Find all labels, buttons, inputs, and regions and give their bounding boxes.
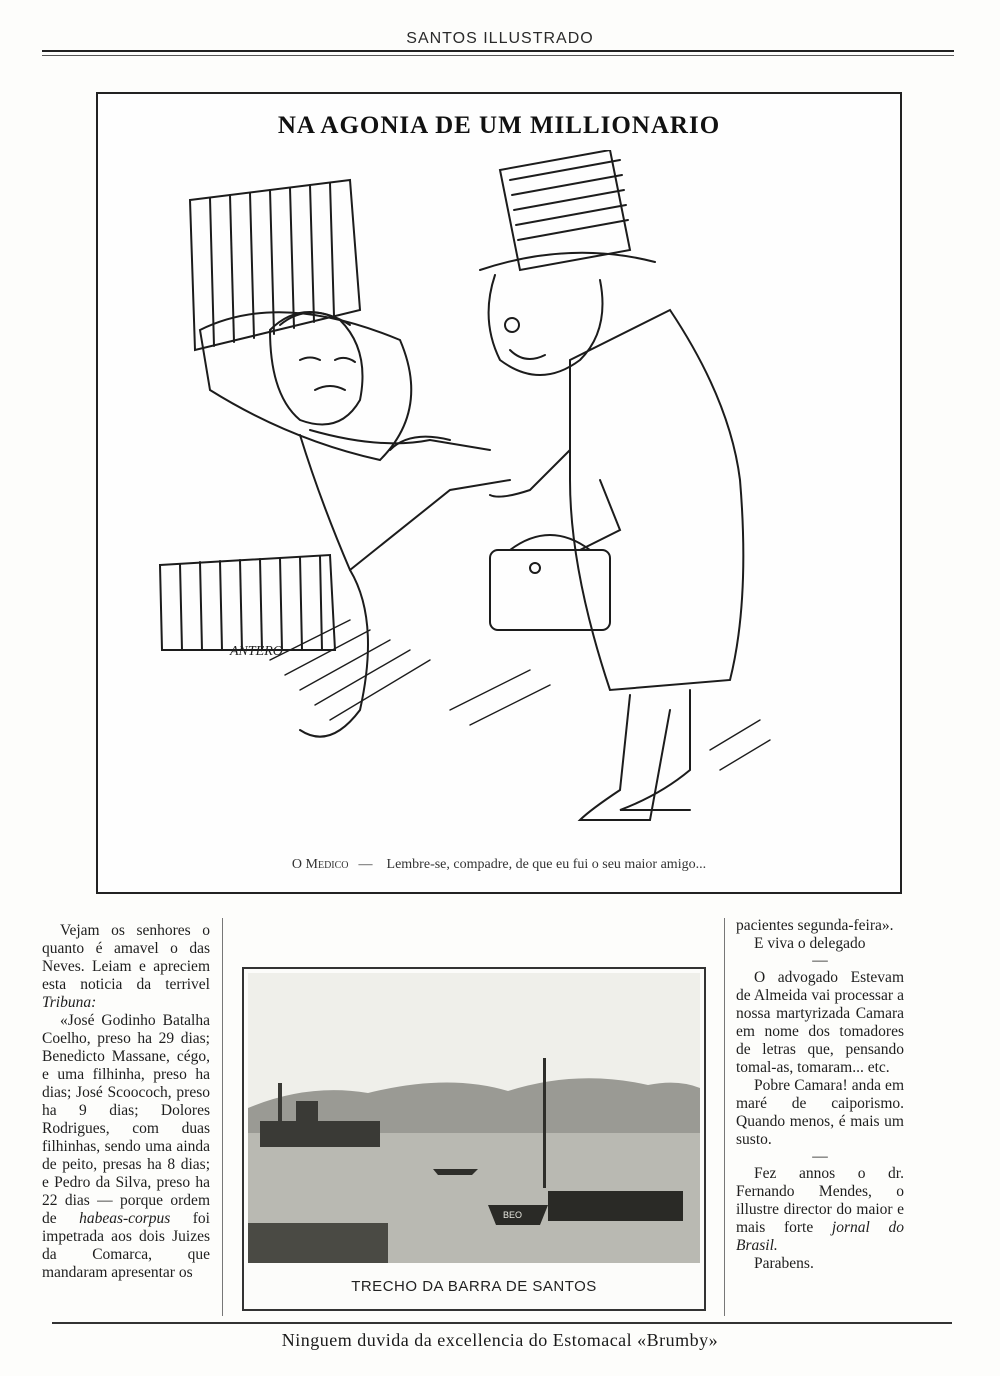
column-divider-right	[724, 918, 725, 1316]
right-paragraph-1: pacientes segunda-feira».	[736, 917, 894, 934]
right-p5-emphasis: jornal do Brasil.	[736, 1219, 904, 1254]
doctor-bag	[490, 550, 610, 630]
pillow	[200, 312, 411, 460]
caption-separator: —	[358, 857, 373, 872]
left-p1-text: Vejam os senhores o quanto é amavel o das Neves. Leiam e apreciem esta noticia da terrivel	[42, 922, 210, 993]
masthead-rule-thin	[42, 55, 954, 56]
right-dash-2: —	[812, 1148, 828, 1165]
bed-footboard	[160, 555, 335, 650]
artist-signature: ANTERO	[230, 644, 283, 659]
left-p1-emphasis: Tribuna:	[42, 994, 97, 1011]
boat-label: BEO	[503, 1210, 523, 1220]
foreground-pier	[248, 1223, 388, 1263]
doctor	[480, 150, 743, 820]
left-paragraph-1	[42, 922, 210, 1012]
right-paragraph-4: Pobre Camara! anda em maré de caiporismo. Quando menos, é mais um susto.	[736, 1077, 904, 1148]
harbour-photo	[248, 973, 700, 1263]
column-divider-left	[222, 918, 223, 1316]
caption-speaker: O Medico	[291, 857, 349, 872]
right-p5-text: Fez annos o dr. Fernando Mendes, o illustre director do maior e mais forte	[736, 1165, 904, 1236]
footer-rule	[52, 1322, 952, 1324]
right-paragraph-2: E viva o delegado	[754, 935, 866, 952]
rowboat	[433, 1169, 478, 1175]
left-p2-text-end: foi impetrada aos dois Juizes da Comarca, que mandaram apresentar os	[42, 1210, 210, 1281]
right-dash-1: —	[812, 952, 828, 969]
mast	[543, 1058, 546, 1188]
right-paragraph-3: O advogado Estevam de Almeida vai processar a nossa martyrizada Camara em nome dos tomadores de letras que, pensando tomal-as, tomaram... etc.	[736, 969, 904, 1076]
left-paragraph-2	[42, 1012, 210, 1282]
left-column	[42, 922, 210, 1282]
footer-advertisement: Ninguem duvida da excellencia do Estomacal «Brumby»	[281, 1330, 719, 1350]
floor-hatching	[270, 620, 770, 770]
cartoon-caption	[96, 857, 902, 873]
left-p2-emphasis: habeas-corpus	[79, 1210, 171, 1227]
right-paragraph-5	[736, 1165, 904, 1255]
masthead-rule	[42, 50, 954, 52]
masthead: SANTOS ILLUSTRADO	[406, 30, 594, 47]
left-p2-text: «José Godinho Batalha Coelho, preso ha 29 dias; Benedicto Massane, cégo, e uma filhinha, preso ha dias; José Scoococh, preso ha 9 dias; Dolores Rodrigues, com duas filhinhas, sendo uma ainda de peito, presas ha 8 dias; e Pedro da Silva, preso ha 22 dias — porque ordem de	[42, 1012, 210, 1227]
right-paragraph-6: Parabens.	[754, 1255, 814, 1272]
patient	[270, 312, 510, 737]
cartoon-illustration	[150, 150, 790, 840]
photo-caption: TRECHO DA BARRA DE SANTOS	[351, 1278, 597, 1295]
cartoon-title: NA AGONIA DE UM MILLIONARIO	[277, 112, 721, 139]
caption-text: Lembre-se, compadre, de que eu fui o seu maior amigo...	[386, 857, 707, 872]
right-column	[736, 917, 904, 1273]
